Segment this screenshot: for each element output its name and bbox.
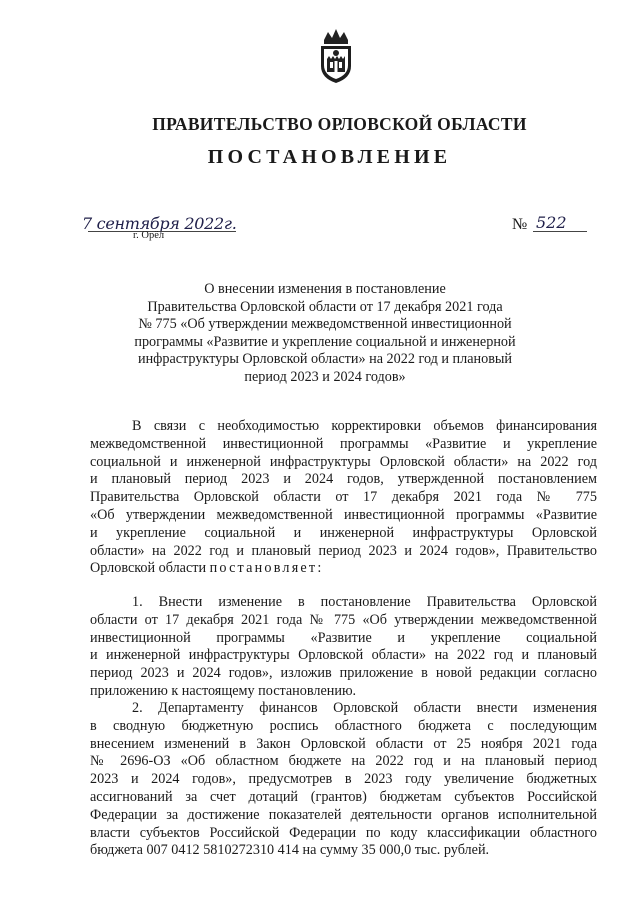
subject-line: программы «Развитие и укрепление социальной и инженерной	[134, 333, 516, 350]
government-name: ПРАВИТЕЛЬСТВО ОРЛОВСКОЙ ОБЛАСТИ	[152, 114, 527, 134]
text-line: бюджета 007 0412 5810272310 414 на сумму 35 000,0 тыс. рублей.	[90, 842, 490, 859]
text-line	[90, 560, 597, 578]
text-line: социальной и инженерной инфраструктуры Орловской области» на 2022 год	[90, 453, 597, 470]
number-sign: №	[512, 216, 528, 233]
text-line: и инженерной инфраструктуры Орловской области» на 2022 год и плановый	[90, 647, 597, 664]
text-line: в сводную бюджетную роспись областного бюджета с последующим	[90, 717, 597, 734]
resolves-word: постановляет:	[209, 560, 324, 577]
text-line: 1. Внести изменение в постановление Правительства Орловской	[132, 594, 597, 610]
text-line: 2. Департаменту финансов Орловской области внести изменения	[132, 700, 597, 716]
text-line: области от 17 декабря 2021 года № 775 «Об утверждении межведомственной	[90, 611, 597, 628]
text-line: области» на 2022 год и плановый период 2023 и 2024 годов», Правительство	[90, 542, 597, 559]
text-line: период 2023 и 2024 годов», изложив приложение в новой редакции согласно	[90, 665, 597, 682]
text-line: В связи с необходимостью корректировки объемов финансирования	[132, 418, 597, 434]
document-type-title: ПОСТАНОВЛЕНИЕ	[207, 146, 452, 168]
city-label: г. Орёл	[133, 230, 165, 241]
text-line: приложению к настоящему постановлению.	[90, 682, 357, 699]
text-line: ассигнований за счет дотаций (грантов) бюджетам субъектов Российской	[90, 788, 597, 805]
subject-line: О внесении изменения в постановление	[204, 281, 446, 297]
text-line: межведомственной инвестиционной программы «Развитие и укрепление	[90, 435, 597, 452]
document-subject	[95, 281, 555, 387]
text-line: власти субъектов Российской Федерации по коду классификации областного	[90, 824, 597, 841]
text-line: 2023 и 2024 годов», предусмотрев в 2023 году увеличение бюджетных	[90, 771, 597, 788]
number-underline	[533, 231, 587, 232]
handwritten-number: 522	[536, 213, 567, 232]
item-2-paragraph	[90, 700, 597, 860]
coat-of-arms-icon	[316, 26, 356, 84]
text-line: и укрепление социальной и инженерной инфраструктуры Орловской	[90, 524, 597, 541]
text-line: инвестиционной программы «Развитие и укрепление социальной	[90, 629, 597, 646]
text-line: внесением изменений в Закон Орловской области от 25 ноября 2021 года	[90, 735, 597, 752]
handwritten-date: 7 сентября 2022г.	[82, 214, 237, 233]
text-line: «Об утверждении межведомственной инвестиционной программы «Развитие	[90, 506, 597, 523]
subject-line: Правительства Орловской области от 17 декабря 2021 года	[147, 298, 503, 315]
item-1-paragraph	[90, 594, 597, 701]
text-line: и плановый период 2023 и 2024 годов, утвержденной постановлением	[90, 471, 597, 488]
subject-line: инфраструктуры Орловской области» на 2022 год и плановый	[137, 351, 513, 368]
text-line: № 2696-ОЗ «Об областном бюджете на 2022 год и на плановый период	[90, 753, 597, 770]
text-fragment: Орловской области	[90, 560, 210, 577]
text-line: Федерации за достижение показателей деятельности органов исполнительной	[90, 806, 597, 823]
text-line: Правительства Орловской области от 17 декабря 2021 года № 775	[90, 489, 597, 506]
preamble-paragraph	[90, 418, 597, 578]
subject-line: № 775 «Об утверждении межведомственной инвестиционной	[138, 316, 512, 333]
subject-line: период 2023 и 2024 годов»	[244, 368, 406, 385]
